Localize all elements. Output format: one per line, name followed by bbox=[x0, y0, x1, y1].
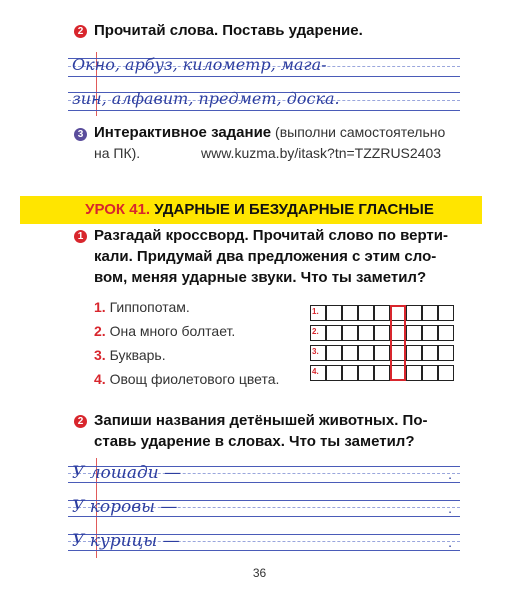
crossword-cell[interactable] bbox=[406, 325, 422, 341]
task-text-line: Разгадай кроссворд. Прочитай слово по верти- bbox=[94, 227, 448, 244]
crossword-cell[interactable] bbox=[422, 365, 438, 381]
crossword-cell[interactable] bbox=[326, 305, 342, 321]
crossword-cell[interactable] bbox=[438, 365, 454, 381]
task-number-badge: 2 bbox=[74, 25, 87, 38]
task-number-badge: 1 bbox=[74, 230, 87, 243]
crossword-row-number: 4. bbox=[312, 367, 319, 376]
handwritten-line: У лошади — bbox=[72, 463, 182, 483]
crossword-cell[interactable] bbox=[374, 365, 390, 381]
interactive-task-text: Интерактивное задание (выполни самостоятельно bbox=[94, 124, 446, 141]
crossword-cell[interactable] bbox=[422, 325, 438, 341]
task-link[interactable]: www.kuzma.by/itask?tn=TZZRUS2403 bbox=[201, 145, 442, 161]
crossword-cell[interactable] bbox=[422, 305, 438, 321]
crossword-cell[interactable] bbox=[326, 325, 342, 341]
crossword-cell[interactable] bbox=[342, 305, 358, 321]
clue-item: 3. Букварь. bbox=[94, 347, 166, 363]
crossword-cell[interactable] bbox=[438, 325, 454, 341]
crossword-row-number: 1. bbox=[312, 307, 319, 316]
interactive-task-text-2: на ПК). bbox=[94, 145, 141, 161]
crossword-grid bbox=[310, 305, 460, 387]
page-number: 36 bbox=[252, 566, 267, 580]
crossword-cell[interactable] bbox=[358, 345, 374, 361]
crossword-cell[interactable] bbox=[326, 365, 342, 381]
crossword-vertical-highlight bbox=[390, 305, 406, 381]
crossword-cell[interactable] bbox=[406, 365, 422, 381]
crossword-cell[interactable] bbox=[342, 365, 358, 381]
copybook-lines-1 bbox=[68, 52, 460, 116]
clue-item: 4. Овощ фиолетового цвета. bbox=[94, 371, 280, 387]
crossword-cell[interactable] bbox=[422, 345, 438, 361]
crossword-cell[interactable] bbox=[342, 345, 358, 361]
crossword-cell[interactable] bbox=[358, 365, 374, 381]
task-number-badge: 3 bbox=[74, 128, 87, 141]
task-title: Прочитай слова. Поставь ударение. bbox=[94, 22, 363, 39]
task-number-badge: 2 bbox=[74, 415, 87, 428]
crossword-cell[interactable] bbox=[438, 345, 454, 361]
task-text-line: кали. Придумай два предложения с этим сло- bbox=[94, 248, 437, 265]
crossword-cell[interactable] bbox=[406, 345, 422, 361]
crossword-cell[interactable] bbox=[342, 325, 358, 341]
crossword-cell[interactable] bbox=[438, 305, 454, 321]
crossword-cell[interactable] bbox=[326, 345, 342, 361]
crossword-cell[interactable] bbox=[406, 305, 422, 321]
handwritten-line: Окно, арбуз, километр, мага- bbox=[72, 55, 327, 74]
clue-item: 2. Она много болтает. bbox=[94, 323, 236, 339]
task-text-line: ставь ударение в словах. Что ты заметил? bbox=[94, 433, 415, 450]
handwritten-line: зин, алфавит, предмет, доска. bbox=[72, 89, 340, 108]
crossword-cell[interactable] bbox=[374, 305, 390, 321]
copybook-lines-2: У лошади — У коровы — У курицы — . . . bbox=[68, 458, 460, 558]
crossword-cell[interactable] bbox=[374, 325, 390, 341]
task-text-line: вом, меняя ударные звуки. Что ты заметил? bbox=[94, 269, 427, 286]
lesson-title: УРОК 41. УДАРНЫЕ И БЕЗУДАРНЫЕ ГЛАСНЫЕ bbox=[85, 201, 434, 218]
handwritten-line: У курицы — bbox=[72, 531, 180, 551]
crossword-cell[interactable] bbox=[358, 325, 374, 341]
crossword-row-number: 3. bbox=[312, 347, 319, 356]
handwritten-line: У коровы — bbox=[72, 497, 178, 517]
crossword-row-number: 2. bbox=[312, 327, 319, 336]
clue-item: 1. Гиппопотам. bbox=[94, 299, 190, 315]
task-text-line: Запиши названия детёнышей животных. По- bbox=[94, 412, 428, 429]
crossword-cell[interactable] bbox=[358, 305, 374, 321]
crossword-cell[interactable] bbox=[374, 345, 390, 361]
